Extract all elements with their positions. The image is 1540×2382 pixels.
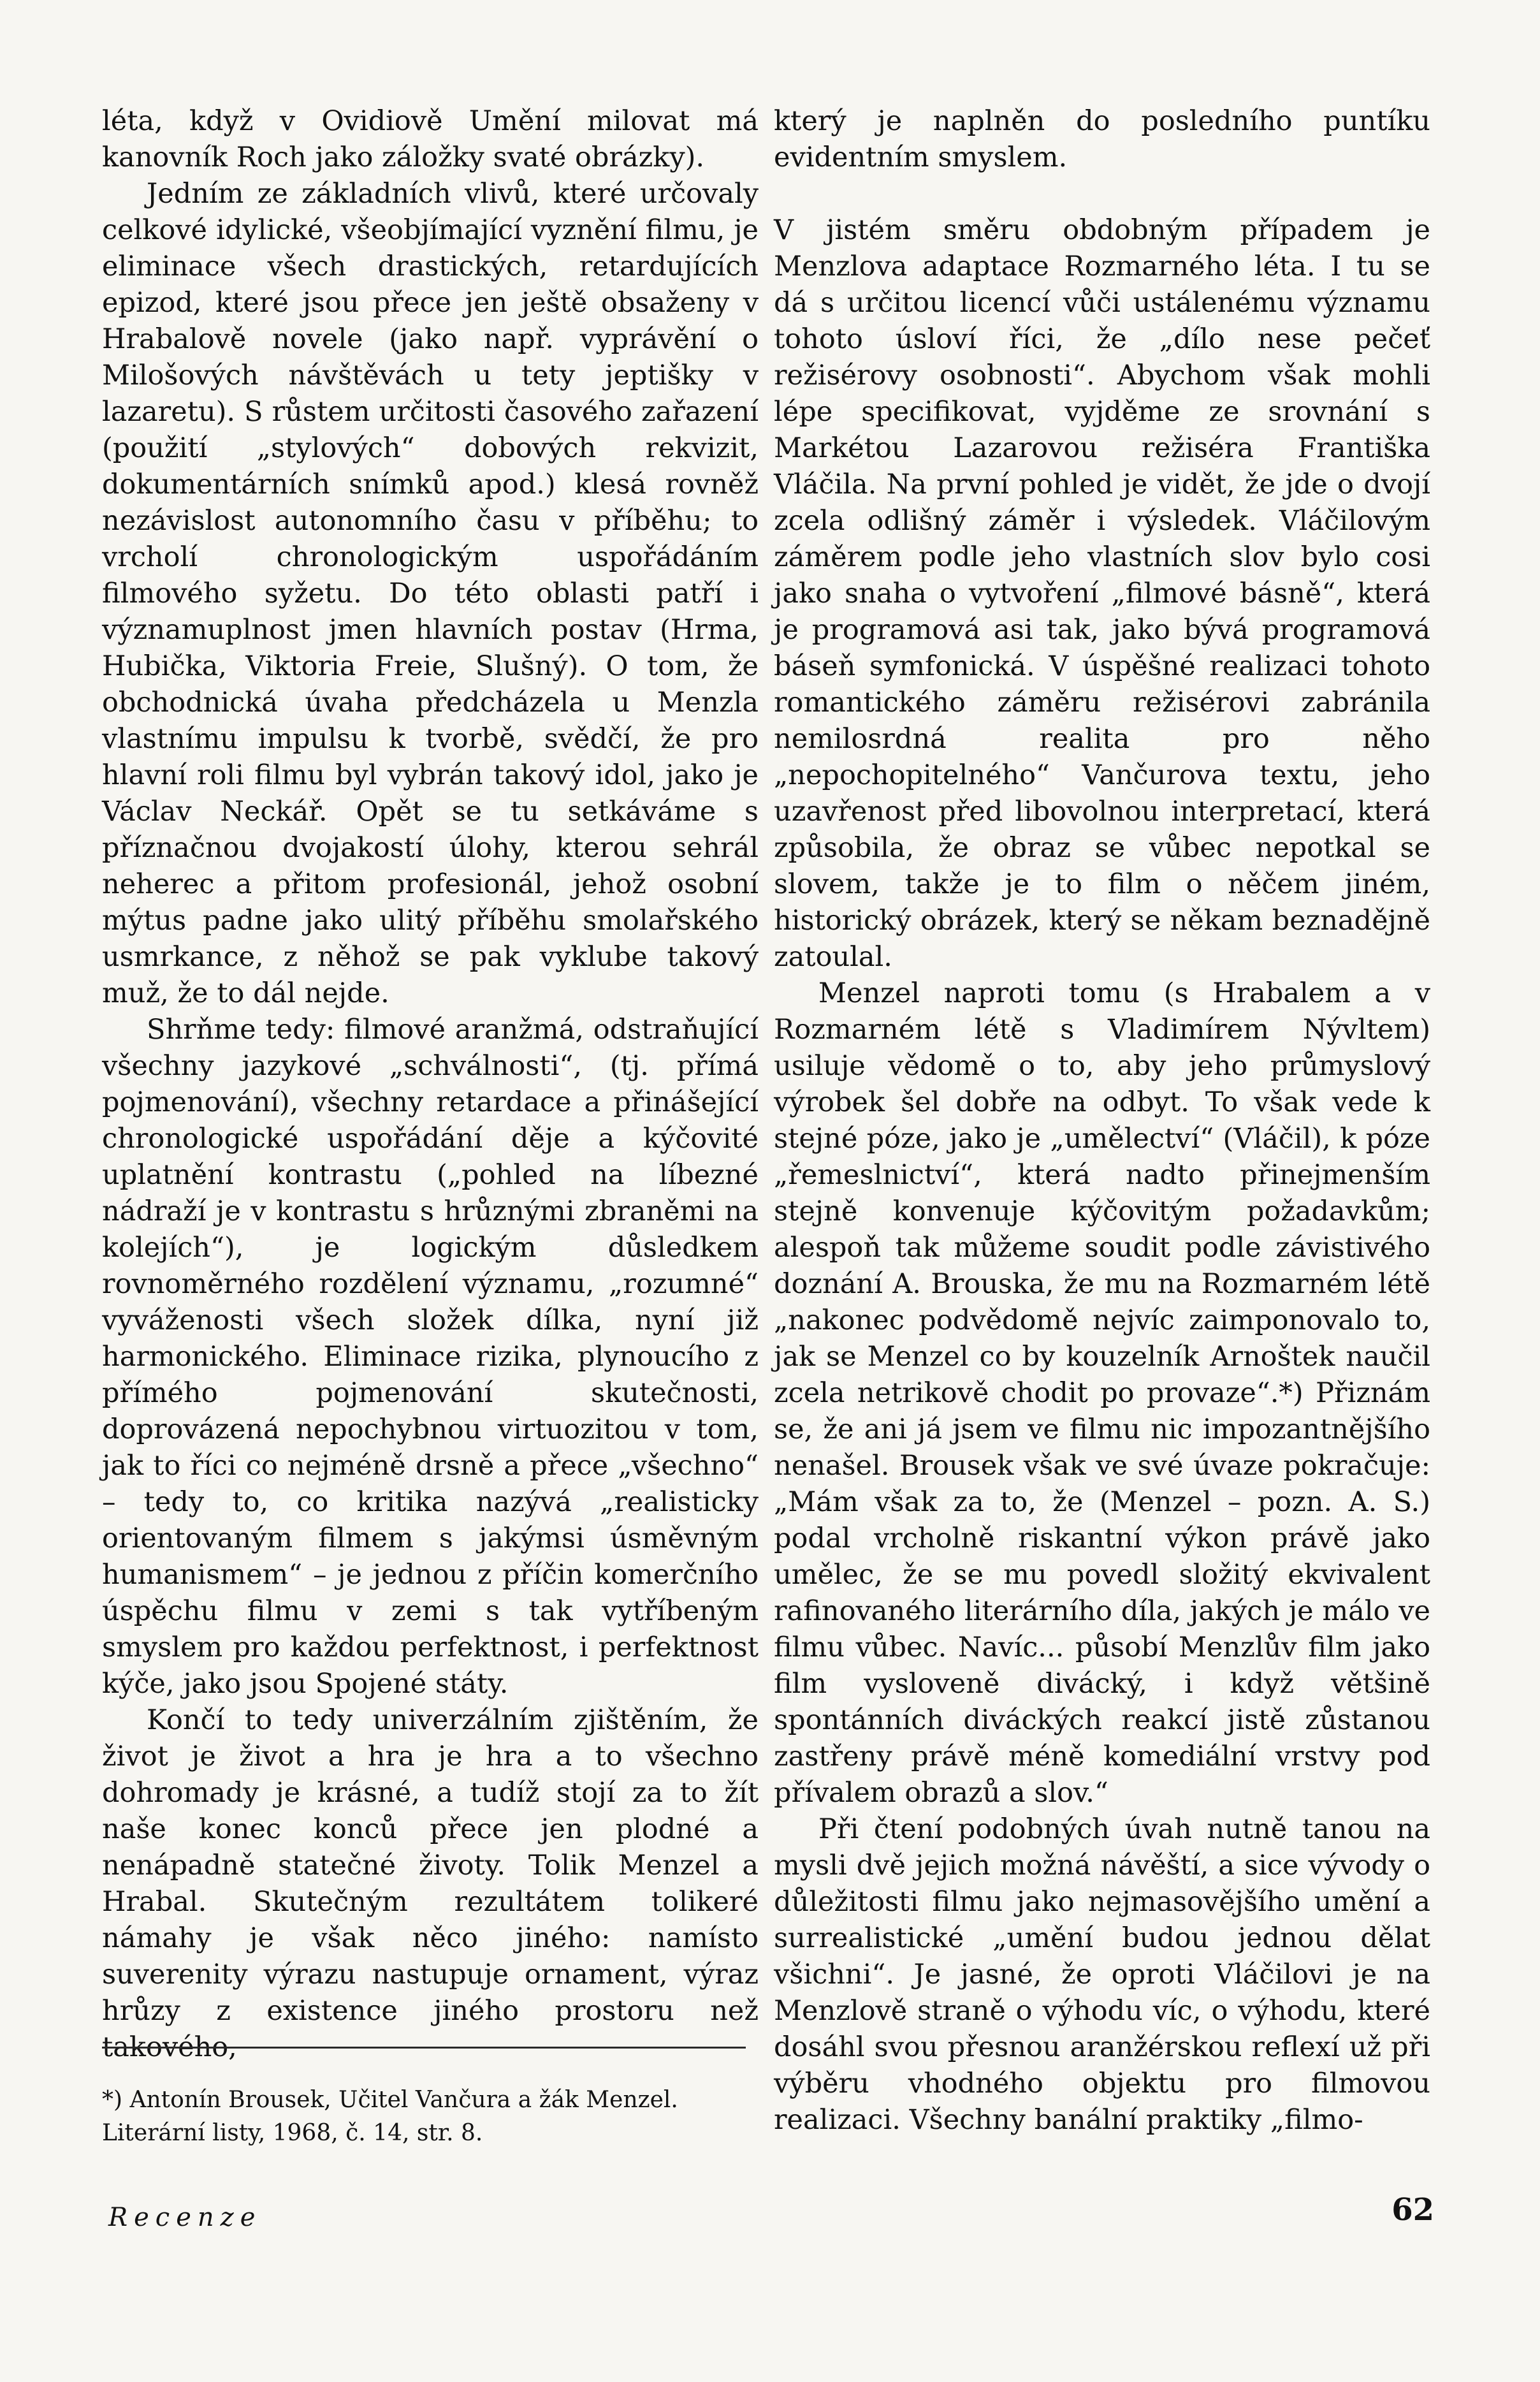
left-paragraph-2: Jedním ze základních vlivů, které určovaly celkové idylické, všeobjímající vyznění filmu, je eliminace všech drastických, retardujících epizod, které jsou přece jen ještě obsaženy v Hrabalově novele (jako např. vyprávění o Milošových návštěvách u tety jeptišky v lazaretu). S růstem určitosti časového zařazení (použití „stylových“ dobových rekvizit, dokumentárních snímků apod.) klesá rovněž nezávislost autonomního času v příběhu; to vrcholí chronologickým uspořádáním filmového syžetu. Do této oblasti patří i významuplnost jmen hlavních postav (Hrma, Hubička, Viktoria Freie, Slušný). O tom, že obchodnická úvaha předcházela u Menzla vlastnímu impulsu k tvorbě, svědčí, že pro hlavní roli filmu byl vybrán takový idol, jako je Václav Neckář. Opět se tu setkáváme s příznačnou dvojakostí úlohy, kterou sehrál neherec a přitom profesionál, jehož osobní mýtus padne jako ulitý příběhu smolařského usmrkance, z něhož se pak vyklube takový muž, že to dál nejde. <box>102 178 759 1009</box>
right-paragraph-3: Menzel naproti tomu (s Hrabalem a v Rozmarném létě s Vladimírem Nývltem) usiluje vědomě o to, aby jeho průmyslový výrobek šel dobře na odbyt. To však vede k stejné póze, jako je „umělectví“ (Vláčil), k póze „řemeslnictví“, která nadto přinejmenším stejně konvenuje kýčovitým požadavkům; alespoň tak můžeme soudit podle závistivého doznání A. Brouska, že mu na Rozmarném létě „nakonec podvědomě nejvíc zaimponovalo to, jak se Menzel co by kouzelník Arnoštek naučil zcela netrikově chodit po provaze“.*) Přiznám se, že ani já jsem ve filmu nic impozantnějšího nenašel. Brousek však ve své úvaze pokračuje: „Mám však za to, že (Menzel – pozn. A. S.) podal vrcholně riskantní výkon právě jako umělec, že se mu povedl složitý ekvivalent rafinovaného literárního díla, jakých je málo ve filmu vůbec. Navíc... působí Menzlův film jako film vysloveně divácký, i když většině spontánních diváckých reakcí jistě zůstanou zastřeny právě méně komediální vrstvy pod přívalem obrazů a slov.“ <box>774 977 1430 1809</box>
right-column <box>774 103 1430 2138</box>
footnote-line-2: Literární listy, 1968, č. 14, str. 8. <box>102 2120 483 2146</box>
page-number: 62 <box>1391 2192 1434 2228</box>
footnote-line-1: *) Antonín Brousek, Učitel Vančura a žák Menzel. <box>102 2087 678 2113</box>
left-column <box>102 103 759 2066</box>
footnote-divider <box>102 2047 746 2049</box>
left-paragraph-3: Shrňme tedy: filmové aranžmá, odstraňující všechny jazykové „schválnosti“, (tj. přímá pojmenování), všechny retardace a přinášející chronologické uspořádání děje a kýčovité uplatnění kontrastu („pohled na líbezné nádraží je v kontrastu s hrůznými zbraněmi na kolejích“), je logickým důsledkem rovnoměrného rozdělení významu, „rozumné“ vyváženosti všech složek dílka, nyní již harmonického. Eliminace rizika, plynoucího z přímého pojmenování skutečnosti, doprovázená nepochybnou virtuozitou v tom, jak to říci co nejméně drsně a přece „všechno“ – tedy to, co kritika nazývá „realisticky orientovaným filmem s jakýmsi úsměvným humanismem“ – je jednou z příčin komerčního úspěchu filmu v zemi s tak vytříbeným smyslem pro každou perfektnost, i perfektnost kýče, jako jsou Spojené státy. <box>102 1014 759 1700</box>
left-paragraph-1: léta, když v Ovidiově Umění milovat má kanovník Roch jako záložky svaté obrázky). <box>102 105 759 173</box>
right-paragraph-1: který je naplněn do posledního puntíku evidentním smyslem. <box>774 105 1430 173</box>
section-footer: Recenze <box>108 2203 262 2232</box>
right-paragraph-4: Při čtení podobných úvah nutně tanou na mysli dvě jejich možná návěští, a sice vývody o důležitosti filmu jako nejmasovějšího umění a surrealistické „umění budou jednou dělat všichni“. Je jasné, že oproti Vláčilovi je na Menzlově straně o výhodu víc, o výhodu, které dosáhl svou přesnou aranžérskou reflexí už při výběru vhodného objektu pro filmovou realizaci. Všechny banální praktiky „filmo- <box>774 1813 1430 2136</box>
footnote <box>102 2084 759 2150</box>
left-paragraph-4: Končí to tedy univerzálním zjištěním, že život je život a hra je hra a to všechno dohromady je krásné, a tudíž stojí za to žít naše konec konců přece jen plodné a nenápadně statečné životy. Tolik Menzel a Hrabal. Skutečným rezultátem tolikeré námahy je však něco jiného: namísto suverenity výrazu nastupuje ornament, výraz hrůzy z existence jiného prostoru než takového, <box>102 1704 759 2063</box>
right-paragraph-2: V jistém směru obdobným případem je Menzlova adaptace Rozmarného léta. I tu se dá s určitou licencí vůči ustálenému významu tohoto úsloví říci, že „dílo nese pečeť režisérovy osobnosti“. Abychom však mohli lépe specifikovat, vyjděme ze srovnání s Markétou Lazarovou režiséra Františka Vláčila. Na první pohled je vidět, že jde o dvojí zcela odlišný záměr i výsledek. Vláčilovým záměrem podle jeho vlastních slov bylo cosi jako snaha o vytvoření „filmové básně“, která je programová asi tak, jako bývá programová báseň symfonická. V úspěšné realizaci tohoto romantického záměru režisérovi zabránila nemilosrdná realita pro něho „nepochopitelného“ Vančurova textu, jeho uzavřenost před libovolnou interpretací, která způsobila, že obraz se vůbec nepotkal se slovem, takže je to film o něčem jiném, historický obrázek, který se někam beznadějně zatoulal. <box>774 214 1430 973</box>
